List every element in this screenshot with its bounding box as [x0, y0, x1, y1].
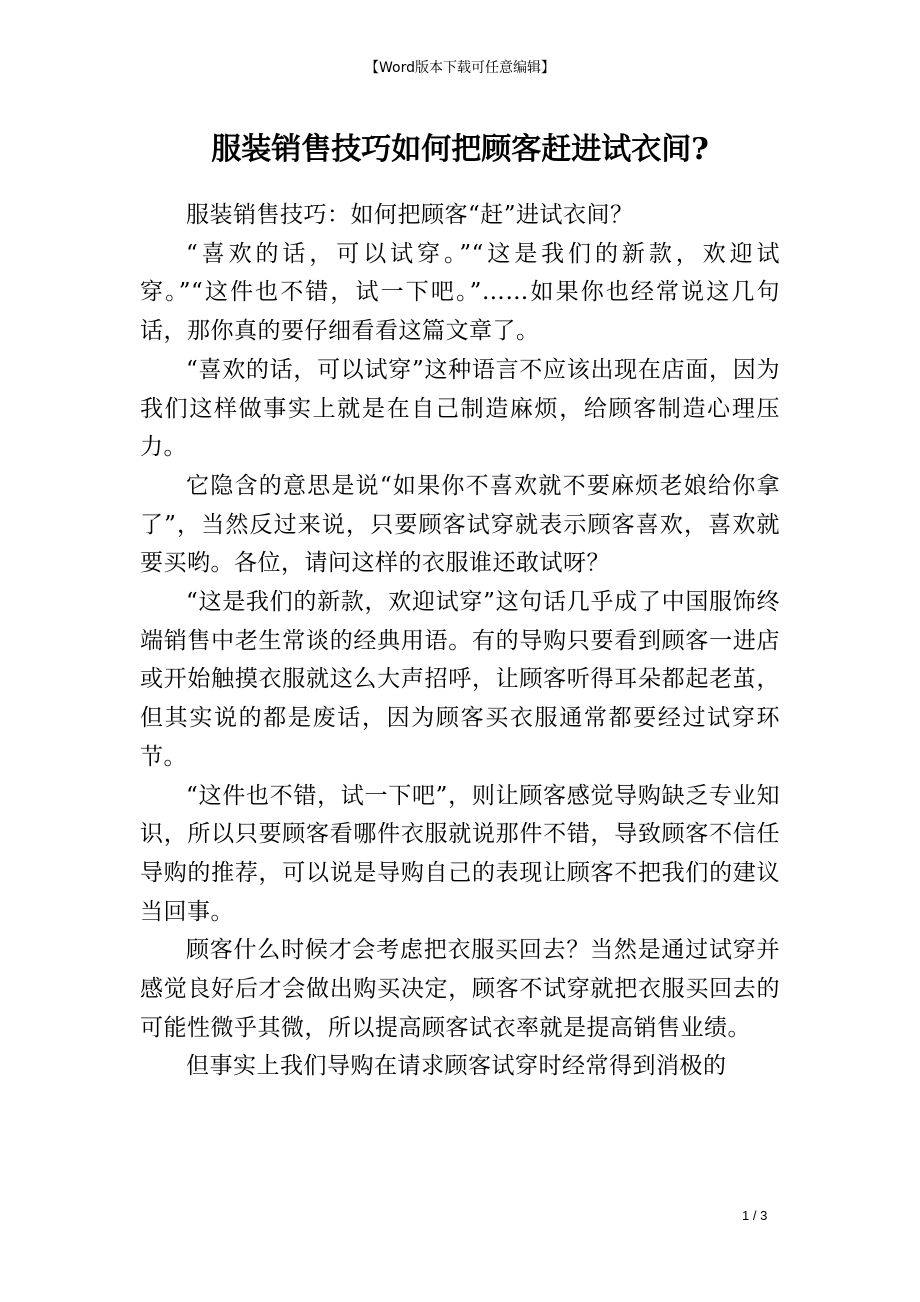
paragraph: “这是我们的新款，欢迎试穿”这句话几乎成了中国服饰终端销售中老生常谈的经典用语。有的导购只要看到顾客一进店或开始触摸衣服就这么大声招呼，让顾客听得耳朵都起老茧，但其实说的都是废话，因为顾客买衣服通常都要经过试穿环节。 [140, 589, 780, 770]
paragraph: 但事实上我们导购在请求顾客试穿时经常得到消极的 [186, 1053, 727, 1080]
paragraph: 顾客什么时候才会考虑把衣服买回去？当然是通过试穿并感觉良好后才会做出购买决定，顾客不试穿就把衣服买回去的可能性微乎其微，所以提高顾客试衣率就是提高销售业绩。 [140, 937, 780, 1041]
paragraph: 服装销售技巧：如何把顾客“赶”进试衣间？ [186, 202, 634, 228]
paragraph: “这件也不错，试一下吧”，则让顾客感觉导购缺乏专业知识，所以只要顾客看哪件衣服就说那件不错，导致顾客不信任导购的推荐，可以说是导购自己的表现让顾客不把我们的建议当回事。 [140, 782, 780, 925]
document-title: 服装销售技巧如何把顾客赶进试衣间? [211, 132, 709, 167]
paragraph: 它隐含的意思是说“如果你不喜欢就不要麻烦老娘给你拿了”，当然反过来说，只要顾客试穿就表示顾客喜欢，喜欢就要买哟。各位，请问这样的衣服谁还敢试呀？ [140, 472, 780, 577]
page-number: 1 / 3 [742, 1208, 768, 1223]
paragraph: “喜欢的话，可以试穿。”“这是我们的新款，欢迎试穿。”“这件也不错，试一下吧。”……如果你也经常说这几句话，那你真的要仔细看看这篇文章了。 [140, 240, 780, 345]
header-note: 【Word版本下载可任意编辑】 [365, 60, 555, 76]
document-body [140, 196, 780, 1086]
paragraph: “喜欢的话，可以试穿”这种语言不应该出现在店面，因为我们这样做事实上就是在自己制造麻烦，给顾客制造心理压力。 [140, 356, 780, 461]
